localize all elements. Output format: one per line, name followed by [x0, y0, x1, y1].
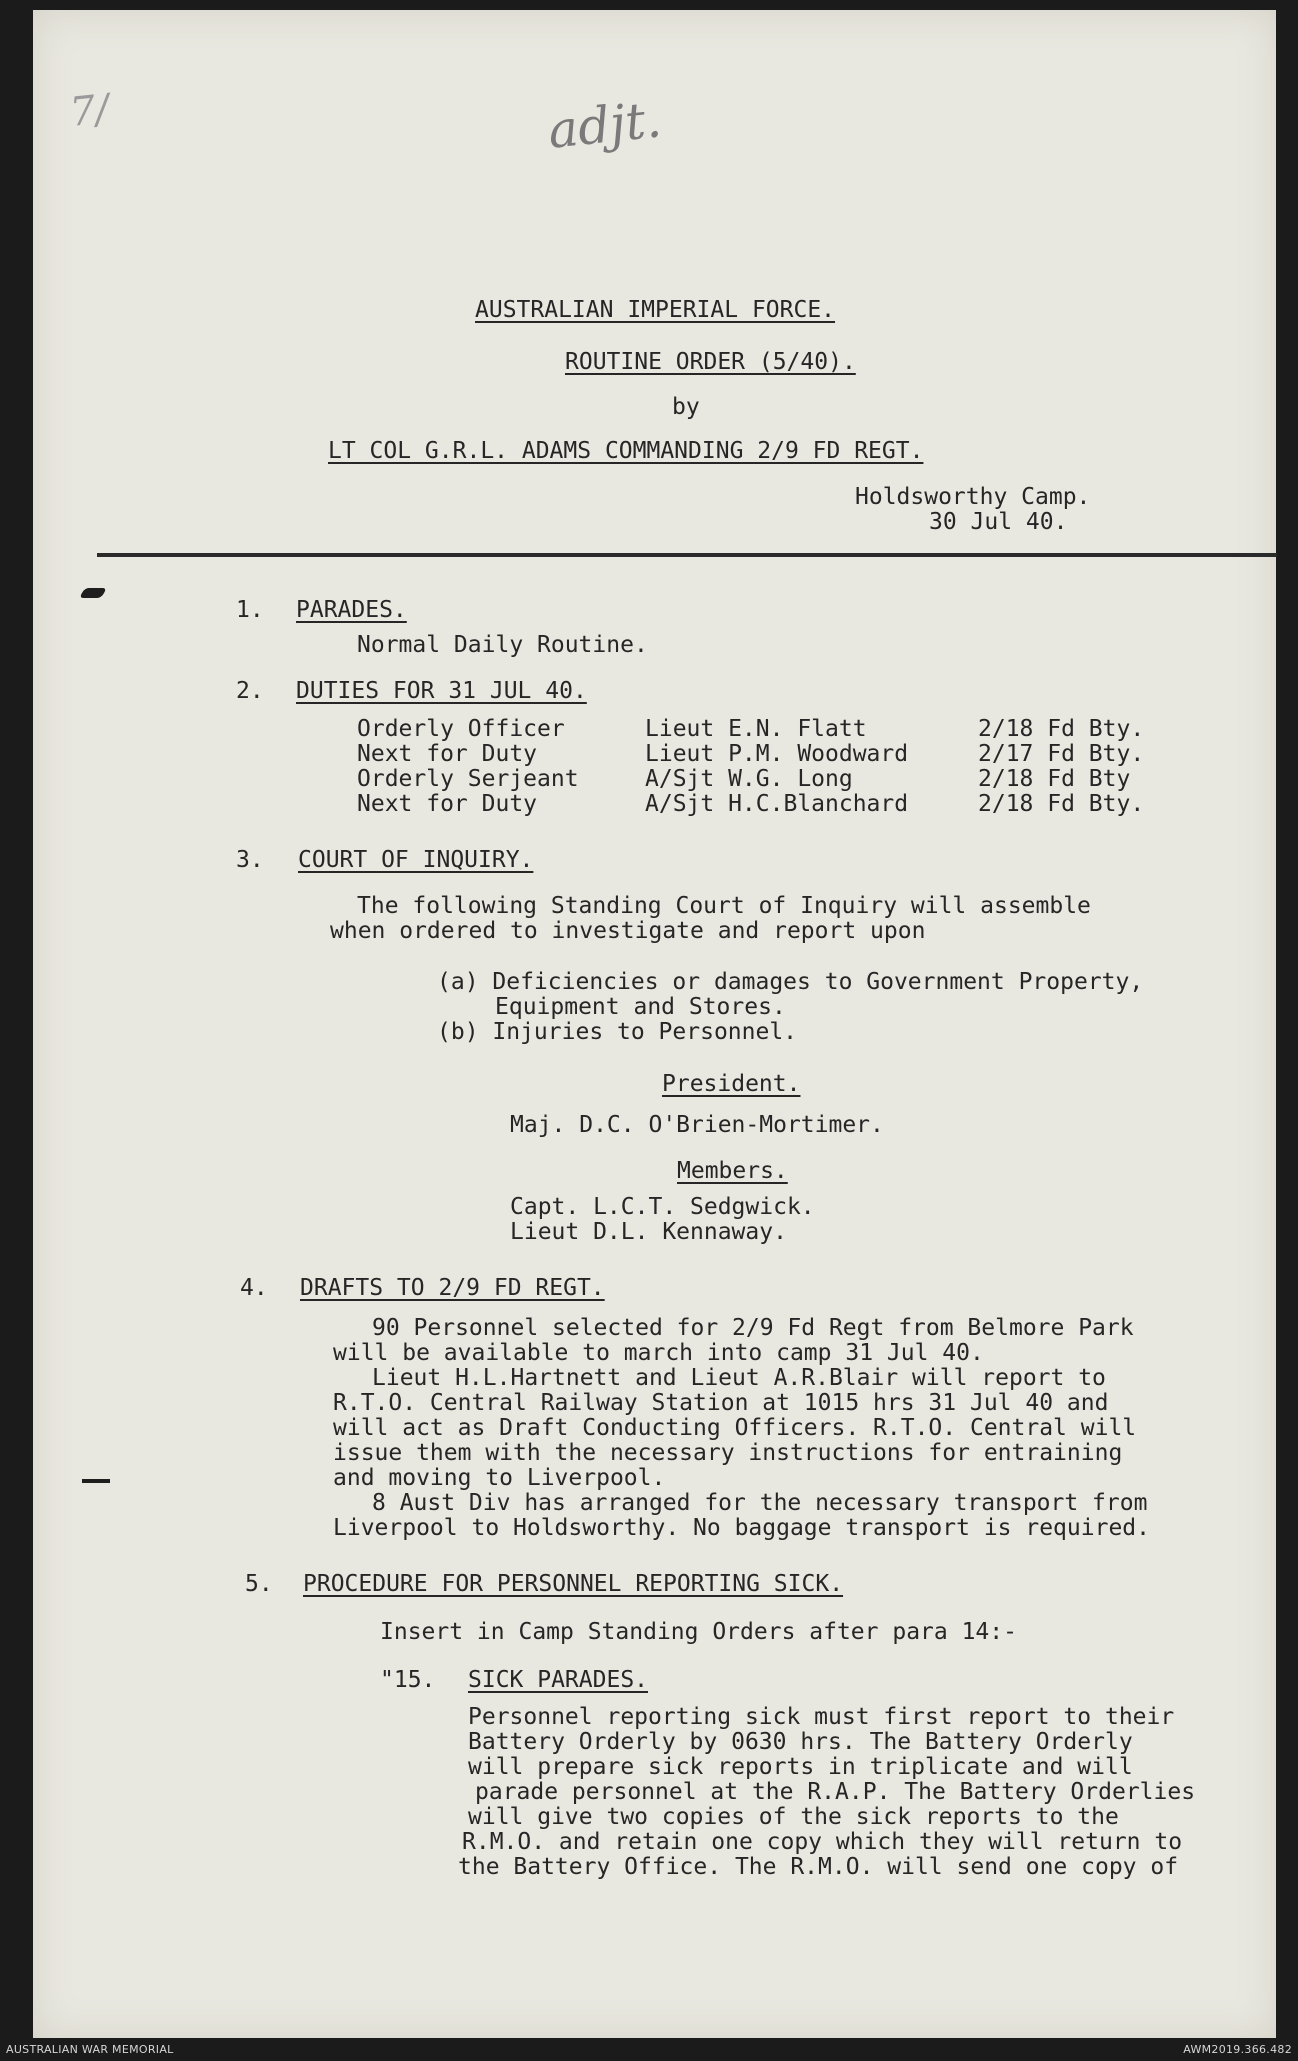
inquiry-item-b: (b) Injuries to Personnel.	[437, 1019, 798, 1045]
margin-mark	[82, 1479, 110, 1483]
duty-unit: 2/18 Fd Bty.	[978, 791, 1145, 817]
duty-unit: 2/18 Fd Bty.	[978, 716, 1145, 742]
handwritten-annotation: adjt.	[545, 90, 665, 160]
duty-role: Next for Duty	[357, 791, 538, 817]
paragraph-line: R.M.O. and retain one copy which they will return to	[462, 1829, 1183, 1855]
duty-name: Lieut E.N. Flatt	[645, 716, 867, 742]
paragraph-line: Battery Orderly by 0630 hrs. The Battery Orderly	[468, 1729, 1133, 1755]
footer-credit: AUSTRALIAN WAR MEMORIAL	[6, 2043, 174, 2056]
section-heading: PARADES.	[296, 597, 407, 623]
section-heading: DRAFTS TO 2/9 FD REGT.	[300, 1275, 605, 1301]
paragraph-line: 90 Personnel selected for 2/9 Fd Regt from Belmore Park	[372, 1315, 1134, 1341]
subsection-heading: SICK PARADES.	[468, 1667, 649, 1693]
duty-unit: 2/17 Fd Bty.	[978, 741, 1145, 767]
duty-name: A/Sjt W.G. Long	[645, 766, 853, 792]
paragraph-line: will be available to march into camp 31 Jul 40.	[333, 1340, 984, 1366]
section-number: 5.	[245, 1571, 273, 1597]
section-text: The following Standing Court of Inquiry will assemble	[357, 893, 1091, 919]
duty-role: Orderly Officer	[357, 716, 565, 742]
commander-line: LT COL G.R.L. ADAMS COMMANDING 2/9 FD REGT.	[328, 438, 924, 464]
paragraph-line: will give two copies of the sick reports to the	[468, 1804, 1119, 1830]
section-number: 4.	[240, 1275, 268, 1301]
duty-name: Lieut P.M. Woodward	[645, 741, 909, 767]
handwritten-page-number: 7/	[67, 86, 112, 136]
paragraph-line: Lieut H.L.Hartnett and Lieut A.R.Blair will report to	[372, 1365, 1106, 1391]
date: 30 Jul 40.	[929, 509, 1068, 535]
member-name: Lieut D.L. Kennaway.	[510, 1219, 787, 1245]
subsection-number: "15.	[380, 1667, 436, 1693]
section-text: when ordered to investigate and report upon	[330, 918, 926, 944]
footer-accession-number: AWM2019.366.482	[1183, 2043, 1292, 2056]
member-name: Capt. L.C.T. Sedgwick.	[510, 1194, 815, 1220]
paragraph-line: the Battery Office. The R.M.O. will send one copy of	[458, 1854, 1179, 1880]
president-label: President.	[662, 1071, 801, 1097]
section-heading: DUTIES FOR 31 JUL 40.	[296, 678, 587, 704]
paragraph-line: R.T.O. Central Railway Station at 1015 hrs 31 Jul 40 and	[333, 1390, 1109, 1416]
place: Holdsworthy Camp.	[855, 484, 1091, 510]
paragraph-line: and moving to Liverpool.	[333, 1465, 666, 1491]
duty-role: Next for Duty	[357, 741, 538, 767]
inquiry-item-a: (a) Deficiencies or damages to Government Property,	[437, 969, 1144, 995]
order-number: ROUTINE ORDER (5/40).	[565, 349, 856, 375]
duty-role: Orderly Serjeant	[357, 766, 579, 792]
document-title: AUSTRALIAN IMPERIAL FORCE.	[475, 297, 836, 323]
president-name: Maj. D.C. O'Brien-Mortimer.	[510, 1112, 884, 1138]
section-heading: COURT OF INQUIRY.	[298, 847, 534, 873]
members-label: Members.	[677, 1158, 788, 1184]
section-text: Insert in Camp Standing Orders after para 14:-	[380, 1619, 1017, 1645]
section-number: 3.	[236, 847, 264, 873]
paragraph-line: parade personnel at the R.A.P. The Battery Orderlies	[475, 1779, 1196, 1805]
paragraph-line: 8 Aust Div has arranged for the necessary transport from	[372, 1490, 1148, 1516]
inquiry-item-a-cont: Equipment and Stores.	[495, 994, 786, 1020]
section-number: 1.	[236, 597, 264, 623]
header-divider	[97, 553, 1277, 557]
paragraph-line: will act as Draft Conducting Officers. R.T.O. Central will	[333, 1415, 1137, 1441]
by-line: by	[672, 394, 700, 420]
section-number: 2.	[236, 678, 264, 704]
paragraph-line: will prepare sick reports in triplicate and will	[468, 1754, 1133, 1780]
paragraph-line: Personnel reporting sick must first report to their	[468, 1704, 1175, 1730]
section-text: Normal Daily Routine.	[357, 632, 648, 658]
duty-unit: 2/18 Fd Bty	[978, 766, 1131, 792]
paragraph-line: Liverpool to Holdsworthy. No baggage transport is required.	[333, 1515, 1150, 1541]
duty-name: A/Sjt H.C.Blanchard	[645, 791, 909, 817]
paragraph-line: issue them with the necessary instructions for entraining	[333, 1440, 1123, 1466]
section-heading: PROCEDURE FOR PERSONNEL REPORTING SICK.	[303, 1571, 844, 1597]
